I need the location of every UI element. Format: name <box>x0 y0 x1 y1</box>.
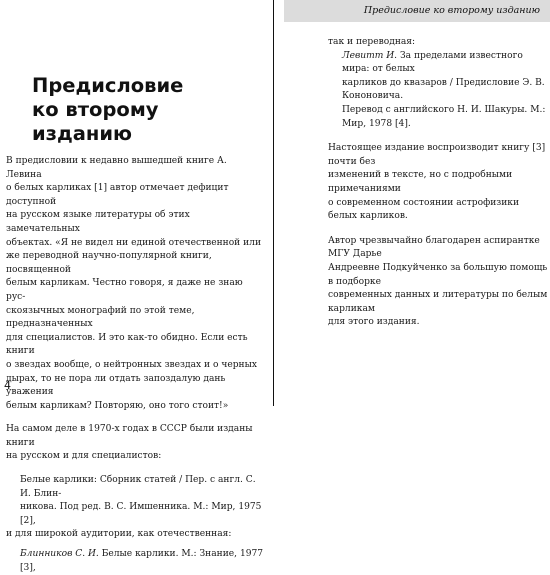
reference-author: Левитт И. <box>342 50 398 61</box>
reference-levitt: Левитт И. За пределами известного мира: от белых карликов до квазаров / Предисловие Э. В. Кононовича. Перевод с английского Н. И. Шакуры. М.: Мир, 1978 [4]. <box>342 50 546 129</box>
page-number: 4 <box>4 379 11 392</box>
continuation-line: так и переводная: <box>328 37 416 47</box>
preface-paragraph-4: Настоящее издание воспроизводит книгу [3] почти без изменений в тексте, но с подробными примечаниями о современном состоянии астрофизики белых карликов. <box>328 143 546 222</box>
preface-paragraph-1: В предисловии к недавно вышедшей книге А. Левина о белых карликах [1] автор отмечает дефицит доступной на русском языке литературы об этих замечательных объектах. «Я не видел ни единой отечественной или же переводной научно-популярной книги, посвященной белым карликам. Честно говоря, я даже не знаю рус- скоязычных монографий по этой теме, предназначенных для специалистов. И это как-то обидно. Если есть книги о звездах вообще, о нейтронных звездах и о черных дырах, то не пора ли отдать запоздалую дань уважения белым карликам? Повторяю, оно того стоит!» <box>6 156 262 411</box>
preface-paragraph-2: На самом деле в 1970-х годах в СССР были изданы книги на русском и для специалистов: <box>6 424 253 462</box>
right-page-body <box>328 36 550 330</box>
left-page-body <box>6 155 264 575</box>
chapter-title <box>32 74 262 146</box>
running-head: Предисловие ко второму изданию <box>284 0 550 22</box>
reference-white-dwarfs-collection: Белые карлики: Сборник статей / Пер. с англ. С. И. Блин- никова. Под ред. В. С. Имшенника. М.: Мир, 1975 [2], <box>20 475 262 526</box>
reference-blinnikov: Блинников С. И. Белые карлики. М.: Знание, 1977 [3], <box>20 549 264 573</box>
right-page <box>274 0 550 406</box>
left-page <box>0 0 273 573</box>
chapter-title-line-2: ко второму изданию <box>32 98 159 145</box>
chapter-title-line-1: Предисловие <box>32 74 184 97</box>
reference-author: Блинников С. И. <box>20 549 99 560</box>
preface-paragraph-3: и для широкой аудитории, как отечественная: <box>6 529 232 540</box>
acknowledgement-paragraph: Автор чрезвычайно благодарен аспирантке МГУ Дарье Андреевне Подкуйченко за большую помощь в подборке современных данных и литературы по белым карликам для этого издания. <box>328 235 548 328</box>
